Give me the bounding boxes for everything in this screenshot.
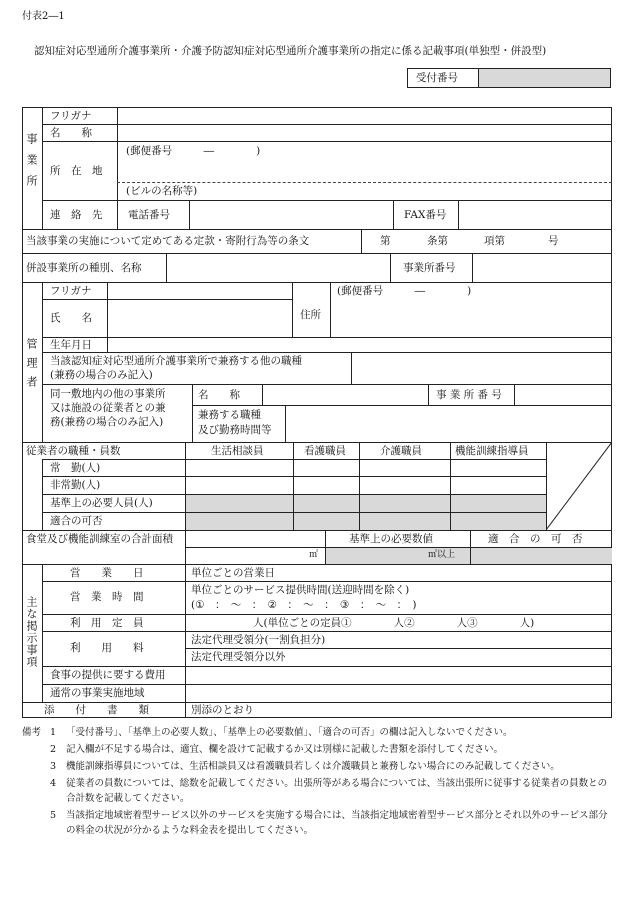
- manager-other-duty: 当該認知症対応型通所介護事業所で兼務する他の職種: [50, 355, 302, 367]
- manager-duty-2: 及び勤務時間等: [198, 424, 272, 436]
- office-section-label: 事業所: [25, 133, 38, 196]
- notes-prefix: 備考: [22, 727, 42, 738]
- staff-row-required: 基準上の必要人員(人): [50, 497, 153, 509]
- fit-shaded: [185, 512, 546, 530]
- staff-col-caregiver: 介護職員: [380, 445, 422, 457]
- manager-duty-1: 兼務する職種: [198, 409, 261, 421]
- main-capacity-value: 人(単位ごとの定員① 人② 人③ 人): [253, 617, 535, 629]
- concurrent-office-no-label: 事業所番号: [403, 262, 456, 274]
- manager-postal: (郵便番号 ― ): [337, 285, 472, 297]
- manager-section-label: 管理者: [25, 338, 38, 395]
- main-biz-days-value: 単位ごとの営業日: [191, 567, 275, 579]
- notes: [22, 725, 612, 840]
- staff-col-trainer: 機能訓練指導員: [455, 445, 529, 457]
- area-label: 食堂及び機能訓練室の合計面積: [26, 533, 173, 545]
- main-capacity-label: 利 用 定 員: [70, 617, 144, 629]
- main-biz-days-label: 営 業 日: [70, 567, 144, 579]
- main-section-label: 主な掲示事項: [25, 596, 38, 668]
- staff-row-parttime: 非常勤(人): [50, 479, 101, 491]
- main-fee-2: 法定代理受領分以外: [191, 651, 286, 663]
- manager-site-no-label: 事 業 所 番 号: [436, 389, 502, 401]
- area-standard-label: 基準上の必要数値: [349, 533, 433, 545]
- manager-same-site-1: 同一敷地内の他の事業所: [50, 388, 166, 400]
- required-staff-shaded: [185, 494, 546, 512]
- area-shaded: [325, 547, 612, 564]
- manager-other-duty-note: (兼務の場合のみ記入): [50, 369, 153, 381]
- office-postal: (郵便番号 ― ): [126, 145, 261, 157]
- main-meal-label: 食事の提供に要する費用: [50, 669, 166, 681]
- receipt-field[interactable]: [478, 69, 610, 87]
- main-biz-hours-slots: (① ： ～ ： ② ： ～ ： ③ ： ～ ： ): [191, 599, 417, 611]
- articles-ko: 項第: [484, 235, 505, 247]
- articles-go: 号: [548, 235, 559, 247]
- concurrent-label: 併設事業所の種別、名称: [26, 262, 142, 274]
- office-address-label: 所 在 地: [50, 165, 103, 177]
- main-area-label: 通常の事業実施地域: [50, 687, 145, 699]
- form-number: 付表2―1: [22, 11, 65, 22]
- office-phone-label: 電話番号: [128, 209, 170, 221]
- area-unit-sqm-min: ㎡以上: [428, 550, 456, 560]
- manager-address-label: 住所: [300, 309, 321, 321]
- attach-value: 別添のとおり: [191, 704, 254, 716]
- note-item: 4 従業者の員数については、総数を記載してください。出張所等がある場合については、当該出張所に従事する従業者の員数との合計数を記載してください。: [50, 778, 608, 804]
- office-contact-label: 連 絡 先: [50, 209, 103, 221]
- office-name-label: 名 称: [50, 127, 92, 139]
- manager-furigana-label: フリガナ: [50, 285, 92, 297]
- main-biz-hours-value: 単位ごとのサービス提供時間(送迎時間を除く): [191, 584, 410, 596]
- office-fax-label: FAX番号: [404, 209, 447, 221]
- note-item: 5 当該指定地域密着型サービス以外のサービスを実施する場合には、当該指定地域密着型サービス部分とそれ以外のサービス部分の料金の状況が分かるような料金表を提出してください。: [50, 810, 608, 836]
- diagonal-strike: [546, 442, 612, 530]
- staff-row-fit: 適合の可否: [50, 515, 103, 527]
- office-furigana-label: フリガナ: [50, 110, 92, 122]
- note-item: 3 機能訓練指導員については、生活相談員又は看護職員若しくは介護職員と兼務しない場合にのみ記載してください。: [50, 761, 560, 772]
- manager-same-site-2: 又は施設の従業者との兼: [50, 402, 166, 414]
- staff-header: 従業者の職種・員数: [26, 445, 121, 457]
- area-fit-label: 適 合 の 可 否: [488, 533, 583, 545]
- receipt-label: 受付番号: [416, 72, 458, 84]
- articles-dai: 第: [380, 235, 391, 247]
- manager-site-name-label: 名 称: [198, 389, 240, 401]
- main-fee-1: 法定代理受領分(一割負担分): [191, 634, 326, 646]
- articles-jo: 条第: [427, 235, 448, 247]
- manager-same-site-3: 務(兼務の場合のみ記入): [50, 416, 164, 428]
- office-building: (ビルの名称等): [126, 185, 198, 197]
- staff-row-fulltime: 常 勤(人): [50, 462, 101, 474]
- articles-label: 当該事業の実施について定めてある定款・寄附行為等の条文: [26, 235, 310, 247]
- note-item: 2 記入欄が不足する場合は、適宜、欄を設けて記載するか又は別様に記載した書類を添付してください。: [50, 744, 504, 755]
- staff-col-nurse: 看護職員: [304, 445, 346, 457]
- main-fee-label: 利 用 料: [70, 642, 144, 654]
- note-item: 備考 1 「受付番号」、「基準上の必要人数」、「基準上の必要数値」、「適合の可否」の欄は記入しないでください。: [22, 727, 513, 738]
- attach-label: 添 付 書 類: [44, 704, 149, 716]
- form-title: 認知症対応型通所介護事業所・介護予防認知症対応型通所介護事業所の指定に係る記載事項(単独型・併設型): [34, 45, 547, 57]
- manager-birth-label: 生年月日: [50, 339, 92, 351]
- main-biz-hours-label: 営 業 時 間: [70, 591, 144, 603]
- staff-col-counselor: 生活相談員: [211, 445, 264, 457]
- area-unit-sqm: ㎡: [309, 550, 319, 560]
- manager-name-label: 氏 名: [50, 312, 92, 324]
